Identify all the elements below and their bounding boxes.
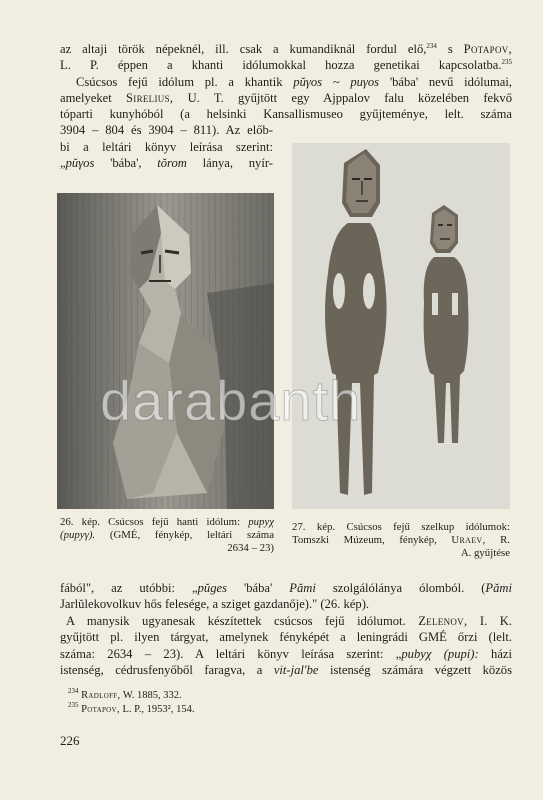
- text-run: I. K.: [467, 614, 512, 628]
- text-run: tŏrom: [157, 156, 187, 170]
- text-run: szolgálólánya ólomból. (: [315, 581, 486, 595]
- text-run: Zelenov,: [418, 614, 468, 628]
- text-run: A. gyűjtése: [460, 547, 510, 559]
- text-run: vit-jal'be: [273, 663, 319, 677]
- text-run: pupyχ: [248, 516, 274, 528]
- photo-selkup-idols: [292, 143, 510, 509]
- text-run: amelyeket: [60, 91, 126, 105]
- text-run: pŭγos ~ puγos: [293, 75, 380, 89]
- text-line: [60, 42, 512, 57]
- khanti-idol-image: [57, 193, 274, 509]
- text-line: [60, 123, 273, 138]
- text-run: száma: 2634 – 23). A leltári könyv leírása szerint: „: [60, 647, 402, 661]
- text-line: [60, 156, 273, 171]
- text-run: 235: [68, 701, 79, 709]
- text-run: tóparti kunyhóból (a helsinki Kansallismuseo gyűjteménye, lelt. száma: [60, 107, 512, 121]
- text-line: [60, 630, 512, 645]
- text-line: [60, 140, 273, 155]
- text-run: (GMÉ, fénykép, leltári száma: [95, 529, 274, 541]
- text-run: Potapov,: [463, 42, 512, 56]
- text-line: [76, 75, 512, 90]
- text-run: 235: [501, 58, 512, 66]
- text-run: pubyχ (pupi):: [401, 647, 479, 661]
- selkup-idols-image: [292, 143, 510, 509]
- caption-line: [60, 542, 274, 555]
- caption-line: [60, 529, 274, 542]
- text-run: R.: [485, 534, 510, 546]
- text-line: [60, 647, 512, 662]
- page-number: 226: [60, 733, 80, 748]
- text-run: 234: [426, 42, 437, 50]
- text-run: Tomszki Múzeum, fénykép,: [292, 534, 452, 546]
- text-run: 3904 – 804 és 3904 – 811). Az előb-: [60, 123, 273, 137]
- text-run: istenség számára végzett közös: [318, 663, 512, 677]
- text-run: Jarlŭlekovolkuv hős felesége, a sziget gazdanője)." (26. kép).: [60, 597, 370, 611]
- text-run: 'bába': [226, 581, 290, 595]
- caption-line: [292, 521, 510, 534]
- text-run: Pămi: [485, 581, 512, 595]
- text-line: [60, 107, 512, 122]
- caption-line: [292, 534, 510, 547]
- text-run: Csúcsos fejű idólum pl. a khantik: [76, 75, 294, 89]
- text-line: [66, 614, 512, 629]
- text-run: bi a leltári könyv leírása szerint:: [60, 140, 273, 154]
- text-run: pŭges: [197, 581, 227, 595]
- text-run: s: [436, 42, 464, 56]
- text-run: Pămi: [289, 581, 316, 595]
- text-run: 26. kép. Csúcsos fejű hanti idólum:: [60, 516, 249, 528]
- text-line: [60, 58, 512, 73]
- text-run: „: [60, 156, 66, 170]
- photo-khanti-idol: [57, 193, 274, 509]
- text-run: gyűjtött pl. ilyen tárgyat, amelynek fényképét a leningrádi GMÉ őrzi (lelt.: [60, 630, 512, 644]
- caption-figure-27: [292, 521, 510, 560]
- watermark: darabanth: [100, 369, 362, 432]
- text-run: Sirelius,: [125, 91, 174, 105]
- text-run: 'bába' nevű idólumai,: [379, 75, 512, 89]
- text-line: [60, 663, 512, 678]
- caption-figure-26: [60, 516, 274, 555]
- text-run: U. T. gyűjtött egy Ajppalov falu közelében fekvő: [173, 91, 512, 105]
- text-run: pŭγos: [65, 156, 95, 170]
- footnote: [68, 703, 194, 716]
- text-run: 2634 – 23): [227, 542, 274, 554]
- caption-line: [60, 516, 274, 529]
- text-line: [60, 597, 369, 612]
- text-run: házi: [478, 647, 513, 661]
- text-run: W. 1885, 332.: [120, 690, 182, 701]
- caption-line: [292, 547, 510, 560]
- text-run: 27. kép. Csúcsos fejű szelkup idólumok:: [292, 521, 510, 533]
- text-run: lánya, nyír-: [186, 156, 273, 170]
- text-run: 'bába',: [94, 156, 158, 170]
- text-run: L. P. éppen a khanti idólumokkal hozza genetikai kapcsolatba.: [60, 58, 502, 72]
- text-run: (pupyγ).: [60, 529, 96, 541]
- text-run: fából", az utóbbi: „: [60, 581, 198, 595]
- text-line: [60, 581, 512, 596]
- footnote: [68, 689, 182, 702]
- text-run: A manysik ugyanesak készítettek csúcsos fejű idólumot.: [66, 614, 419, 628]
- text-run: istenség, cédrusfenyőből faragva, a: [60, 663, 274, 677]
- text-run: L. P., 1953², 154.: [119, 704, 195, 715]
- text-run: Potapov,: [81, 704, 120, 715]
- text-run: Uraev,: [451, 534, 486, 546]
- text-line: [60, 91, 512, 106]
- text-run: 234: [68, 687, 79, 695]
- text-run: az altaji török népeknél, ill. csak a kumandiknál fordul elő,: [60, 42, 427, 56]
- text-run: Radloff,: [81, 690, 121, 701]
